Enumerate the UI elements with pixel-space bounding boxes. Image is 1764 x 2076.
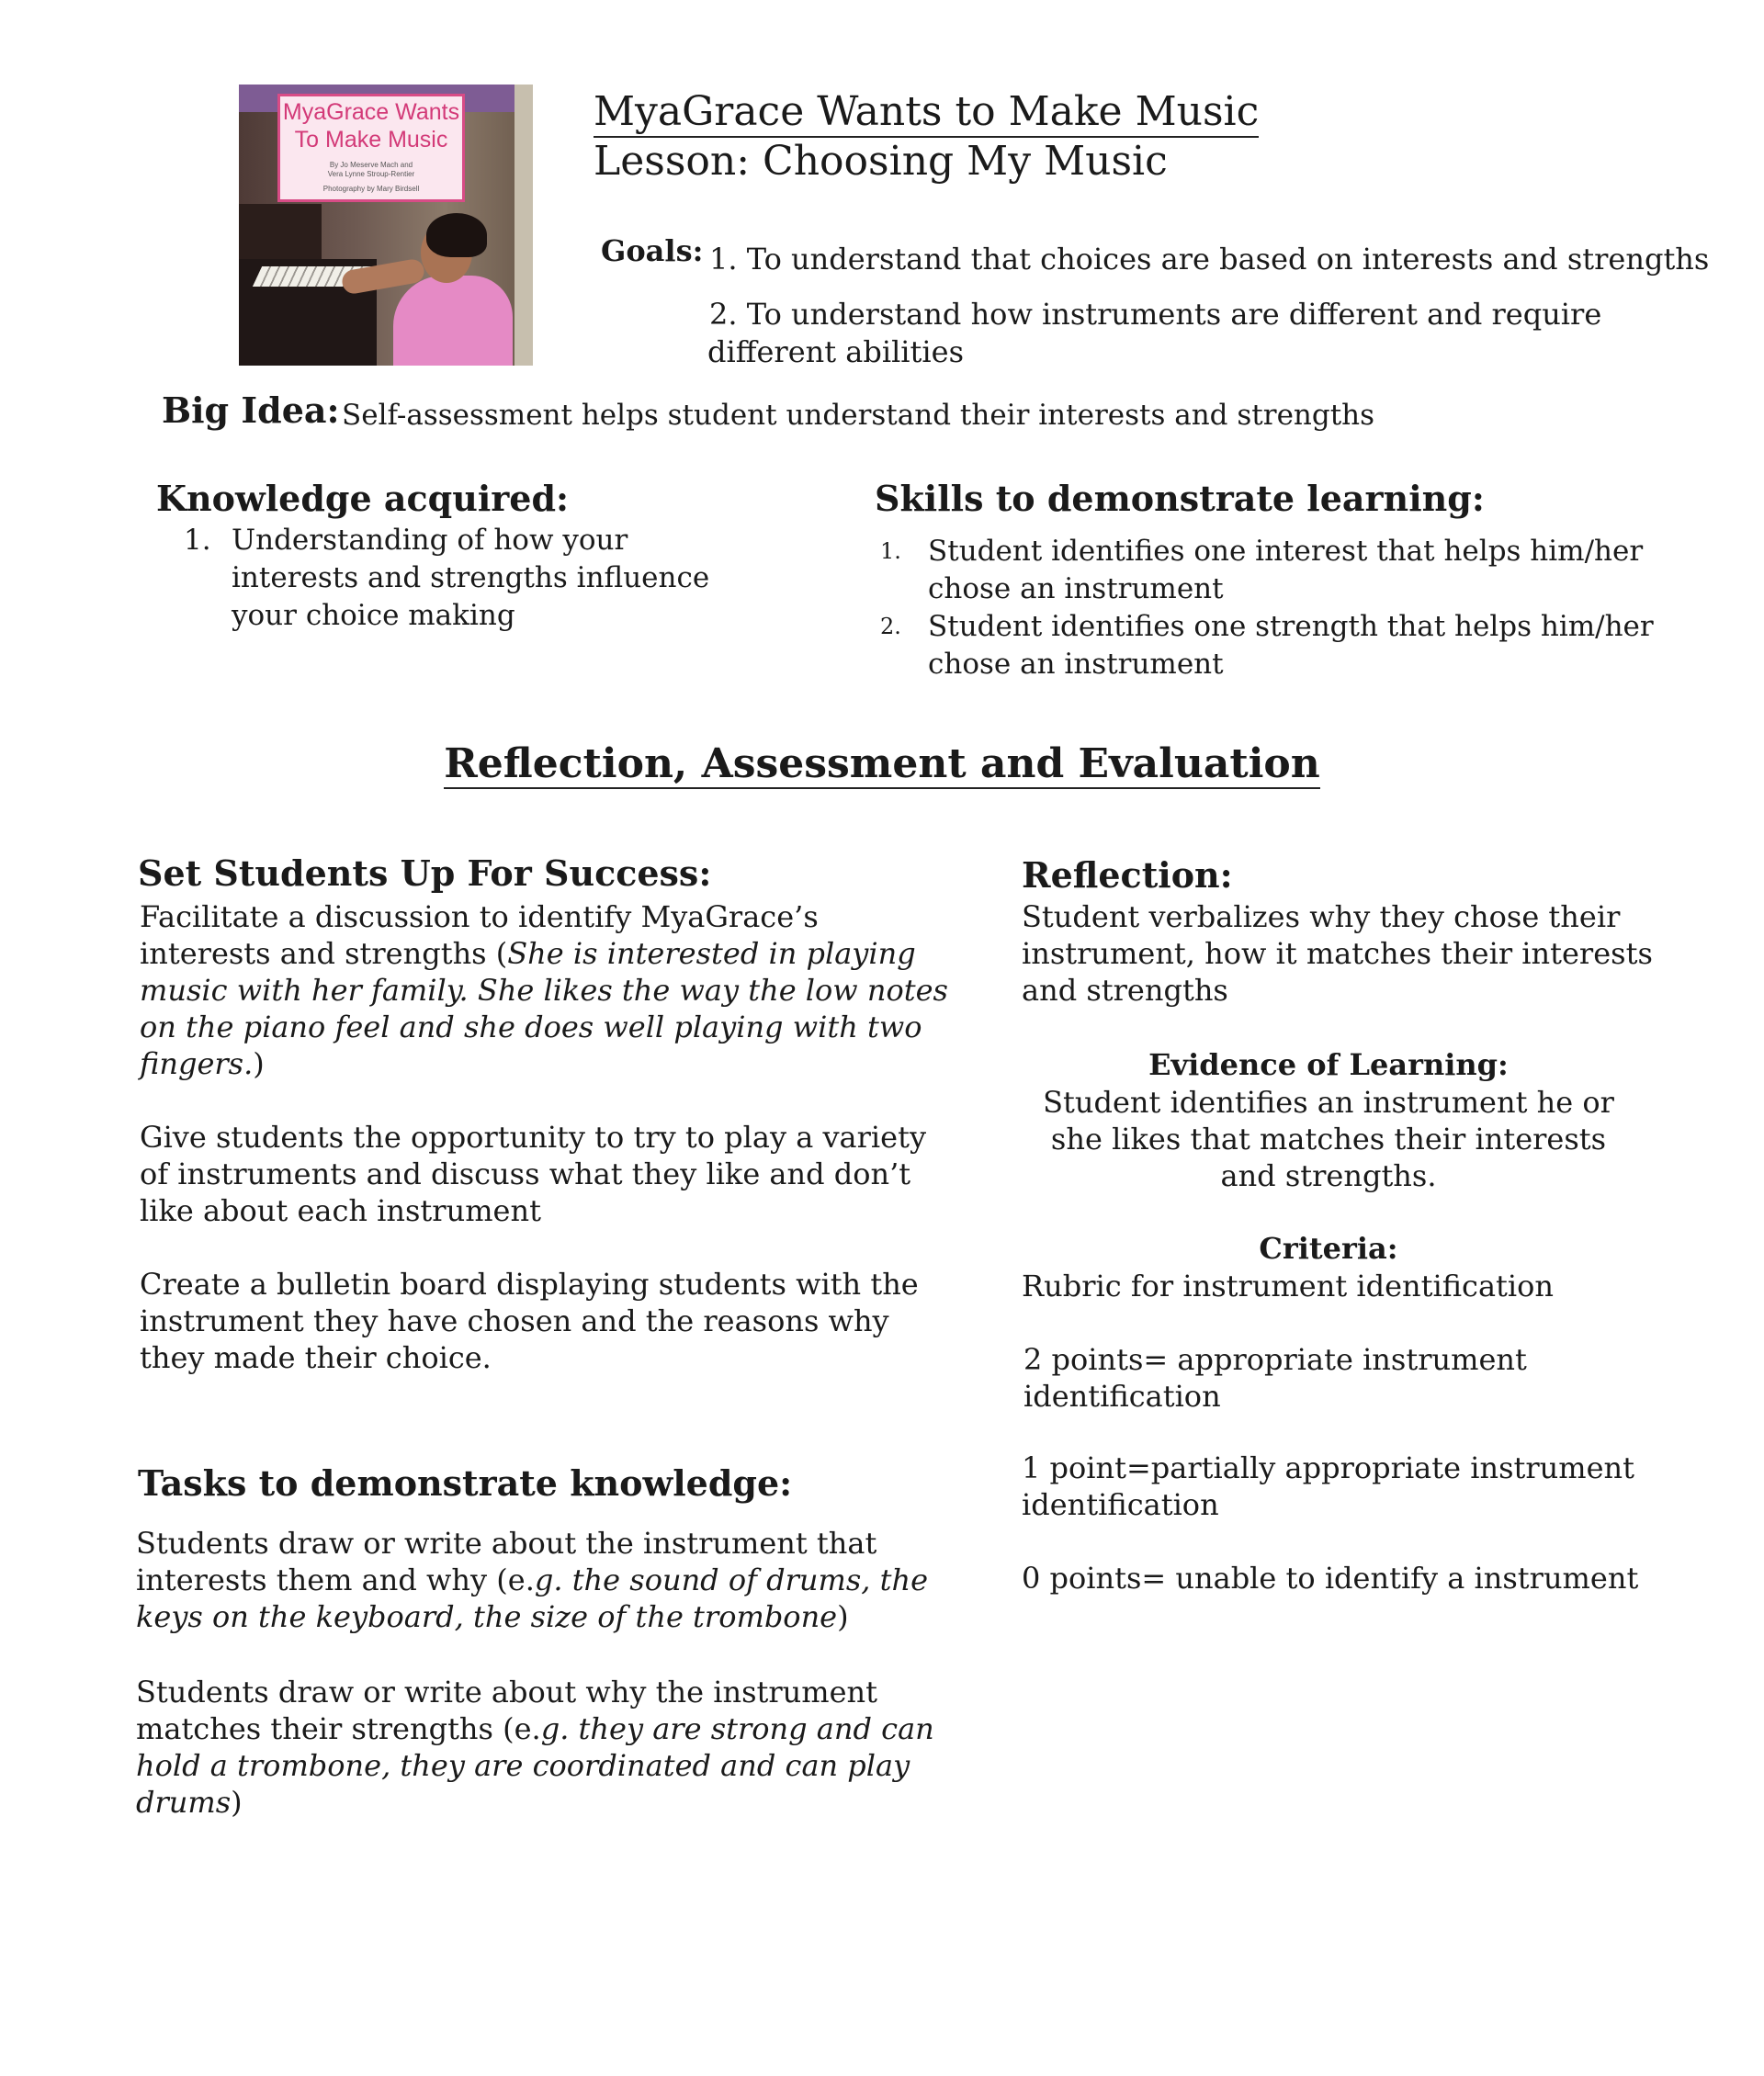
tasks-p1-text: Students draw or write about the instrument that interests them and why (e.: [136, 1526, 877, 1597]
criteria-1-point: 1 point=partially appropriate instrument identification: [1022, 1450, 1634, 1522]
cover-authors-line1: By Jo Meserve Mach and: [329, 161, 413, 169]
skills-item-text: Student identifies one interest that helps him/her chose an instrument: [928, 535, 1644, 605]
goal-item-2: 2. To understand how instruments are different and require different abilities: [707, 297, 1602, 369]
tasks-p1-italic: g. the sound of drums, the keys on the keyboard, the size of the trombone: [136, 1563, 929, 1634]
tasks-p2-italic: g. they are strong and can hold a trombone, they are coordinated and can play drums: [136, 1711, 934, 1820]
cover-authors-line2: Vera Lynne Stroup-Rentier: [327, 170, 415, 178]
success-p1-italic: She is interested in playing music with her family. She likes the way the low notes on the piano feel and she does well playing with two fingers.: [140, 936, 948, 1081]
tasks-paragraph-2: [136, 1674, 944, 1821]
skills-list: [880, 533, 1689, 683]
knowledge-item-number: 1.: [184, 524, 211, 557]
evidence-block: [1022, 1045, 1635, 1194]
cover-girl-body: [393, 276, 513, 366]
criteria-0-points: 0 points= unable to identify a instrument: [1022, 1561, 1639, 1596]
success-heading: Set Students Up For Success:: [138, 852, 712, 894]
success-paragraph-3: Create a bulletin board displaying students with the instrument they have chosen and the reasons why they made their choice.: [140, 1267, 919, 1375]
skills-item: [880, 608, 1689, 683]
knowledge-heading: Knowledge acquired:: [156, 478, 570, 519]
skills-item-number: 1.: [880, 538, 901, 564]
goal-item-1: 1. To understand that choices are based on interests and strengths: [709, 242, 1710, 276]
section-heading: [0, 740, 1764, 787]
evidence-text: Student identifies an instrument he or she likes that matches their interests and strengths.: [1043, 1085, 1614, 1193]
cover-title-line2: To Make Music: [294, 127, 448, 152]
criteria-2-points: 2 points= appropriate instrument identification: [1023, 1342, 1527, 1414]
document-title: MyaGrace Wants to Make Music: [594, 88, 1259, 138]
criteria-rubric: Rubric for instrument identification: [1022, 1269, 1555, 1303]
reflection-heading: Reflection:: [1022, 854, 1233, 896]
section-heading-text: Reflection, Assessment and Evaluation: [444, 740, 1320, 787]
skills-heading: Skills to demonstrate learning:: [875, 478, 1485, 519]
big-idea-text: Self-assessment helps student understand their interests and strengths: [342, 399, 1375, 432]
evidence-heading: Evidence of Learning:: [1148, 1047, 1509, 1082]
tasks-paragraph-1: [136, 1525, 944, 1635]
lesson-title: Lesson: Choosing My Music: [594, 138, 1168, 185]
cover-window: [514, 85, 533, 366]
tasks-heading: Tasks to demonstrate knowledge:: [138, 1462, 793, 1504]
cover-title-line1: MyaGrace Wants: [282, 99, 460, 125]
cover-girl-hair: [426, 213, 487, 257]
success-paragraph-1: [140, 898, 948, 1082]
success-p1-close: ): [253, 1046, 265, 1081]
tasks-p2-close: ): [231, 1785, 243, 1820]
tasks-p1-close: ): [837, 1599, 849, 1634]
reflection-paragraph: Student verbalizes why they chose their instrument, how it matches their interests and strengths: [1022, 899, 1653, 1008]
goals-label: Goals:: [601, 233, 704, 268]
skills-item-text: Student identifies one strength that helps him/her chose an instrument: [928, 610, 1654, 681]
knowledge-item-text: Understanding of how your interests and strengths influence your choice making: [232, 524, 710, 632]
knowledge-list: [184, 522, 753, 635]
skills-item: [880, 533, 1689, 608]
tasks-p2-text: Students draw or write about why the instrument matches their strengths (e.: [136, 1675, 877, 1746]
knowledge-item: [184, 522, 753, 635]
success-paragraph-2: Give students the opportunity to try to play a variety of instruments and discuss what they like and don’t like about each instrument: [140, 1120, 927, 1228]
criteria-heading: Criteria:: [1259, 1231, 1398, 1266]
cover-photo-credit: Photography by Mary Birdsell: [322, 185, 420, 193]
success-p1-text: Facilitate a discussion to identify MyaGrace’s interests and strengths (: [140, 899, 819, 971]
skills-item-number: 2.: [880, 614, 901, 639]
cover-title-box: [277, 94, 465, 202]
book-cover-image: [239, 85, 533, 366]
big-idea-label: Big Idea:: [162, 389, 340, 431]
